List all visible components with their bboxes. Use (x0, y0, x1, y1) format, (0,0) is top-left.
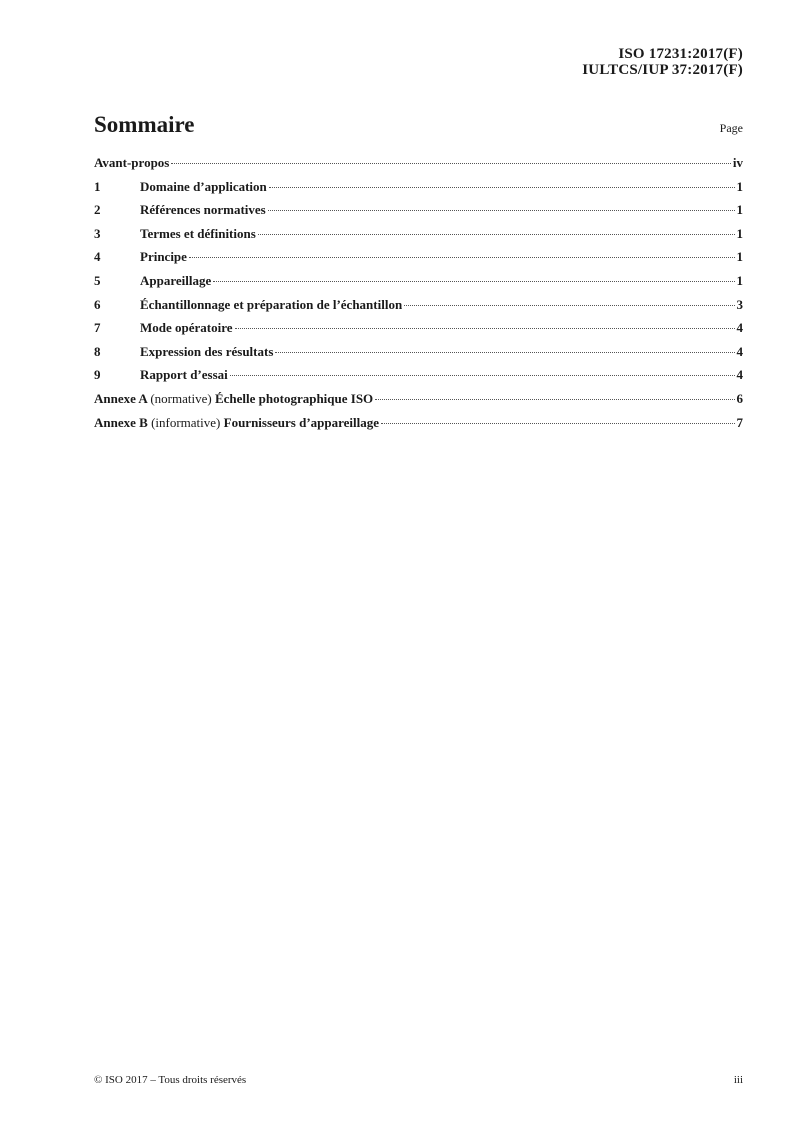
dot-leader (230, 375, 735, 376)
toc-entry-number: 4 (94, 249, 101, 265)
annex-label: Annexe B (94, 414, 148, 430)
toc-entry-annex-b[interactable] (94, 415, 743, 439)
toc-entry-title: Expression des résultats (140, 343, 274, 359)
dot-leader (258, 234, 735, 235)
toc-entry-2[interactable] (94, 202, 743, 226)
toc-entry-7[interactable] (94, 320, 743, 344)
toc-entry-title: Termes et définitions (140, 225, 256, 241)
annex-title: Fournisseurs d’appareillage (223, 414, 380, 430)
toc-entry-number: 9 (94, 367, 101, 383)
toc-entry-number: 1 (94, 178, 101, 194)
dot-leader (213, 281, 734, 282)
toc-entry-annex-a[interactable] (94, 391, 743, 415)
toc-entry-foreword[interactable] (94, 155, 743, 179)
toc-entry-number: 5 (94, 272, 101, 288)
dot-leader (189, 257, 735, 258)
toc-entry-number: 7 (94, 320, 101, 336)
toc-entry-page: 1 (736, 225, 743, 241)
toc-entry-page: 4 (736, 367, 743, 383)
page-column-label: Page (719, 121, 743, 135)
doc-id-iultcs: IULTCS/IUP 37:2017(F) (582, 62, 743, 78)
dot-leader (381, 423, 734, 424)
toc-entry-page: 6 (736, 390, 743, 406)
toc-entry-number: 3 (94, 225, 101, 241)
toc-entry-9[interactable] (94, 367, 743, 391)
doc-id-iso: ISO 17231:2017(F) (618, 46, 743, 62)
annex-qualifier: (informative) (151, 414, 221, 430)
annex-label: Annexe A (94, 390, 148, 406)
toc-entry-title: Mode opératoire (140, 320, 233, 336)
dot-leader (275, 352, 734, 353)
toc-entry-number: 8 (94, 343, 101, 359)
page-title: Sommaire (94, 112, 195, 137)
dot-leader (375, 399, 734, 400)
toc-entry-title: Appareillage (140, 272, 212, 288)
toc-entry-number: 2 (94, 202, 101, 218)
toc-entry-4[interactable] (94, 249, 743, 273)
dot-leader (269, 187, 735, 188)
title-row (94, 112, 743, 138)
annex-qualifier: (normative) (150, 390, 212, 406)
toc-entry-1[interactable] (94, 179, 743, 203)
toc-entry-page: 4 (736, 320, 743, 336)
dot-leader (268, 210, 735, 211)
toc-entry-page: 4 (736, 343, 743, 359)
toc-entry-title: Domaine d’application (140, 178, 267, 194)
toc-entry-title: Références normatives (140, 202, 266, 218)
toc-entry-title: Avant-propos (94, 155, 170, 170)
toc-entry-page: 3 (736, 296, 743, 312)
annex-heading (94, 391, 373, 407)
copyright-notice: © ISO 2017 – Tous droits réservés (94, 1074, 247, 1086)
table-of-contents (94, 155, 743, 438)
dot-leader (404, 305, 734, 306)
toc-entry-page: 1 (736, 178, 743, 194)
toc-entry-6[interactable] (94, 297, 743, 321)
toc-entry-page: 1 (736, 202, 743, 218)
document-identifier (582, 46, 743, 78)
toc-entry-page: iv (732, 155, 743, 170)
toc-entry-number: 6 (94, 296, 101, 312)
toc-entry-page: 7 (736, 414, 743, 430)
toc-entry-8[interactable] (94, 344, 743, 368)
toc-entry-title: Rapport d’essai (140, 367, 228, 383)
toc-entry-title: Principe (140, 249, 187, 265)
toc-entry-page: 1 (736, 249, 743, 265)
dot-leader (171, 163, 731, 164)
page-footer (94, 1074, 743, 1086)
page-number: iii (733, 1074, 743, 1086)
toc-entry-3[interactable] (94, 226, 743, 250)
toc-entry-page: 1 (736, 272, 743, 288)
dot-leader (235, 328, 735, 329)
toc-entry-title: Échantillonnage et préparation de l’échantillon (140, 296, 403, 312)
annex-title: Échelle photographique ISO (214, 390, 374, 406)
toc-entry-5[interactable] (94, 273, 743, 297)
annex-heading (94, 415, 379, 431)
